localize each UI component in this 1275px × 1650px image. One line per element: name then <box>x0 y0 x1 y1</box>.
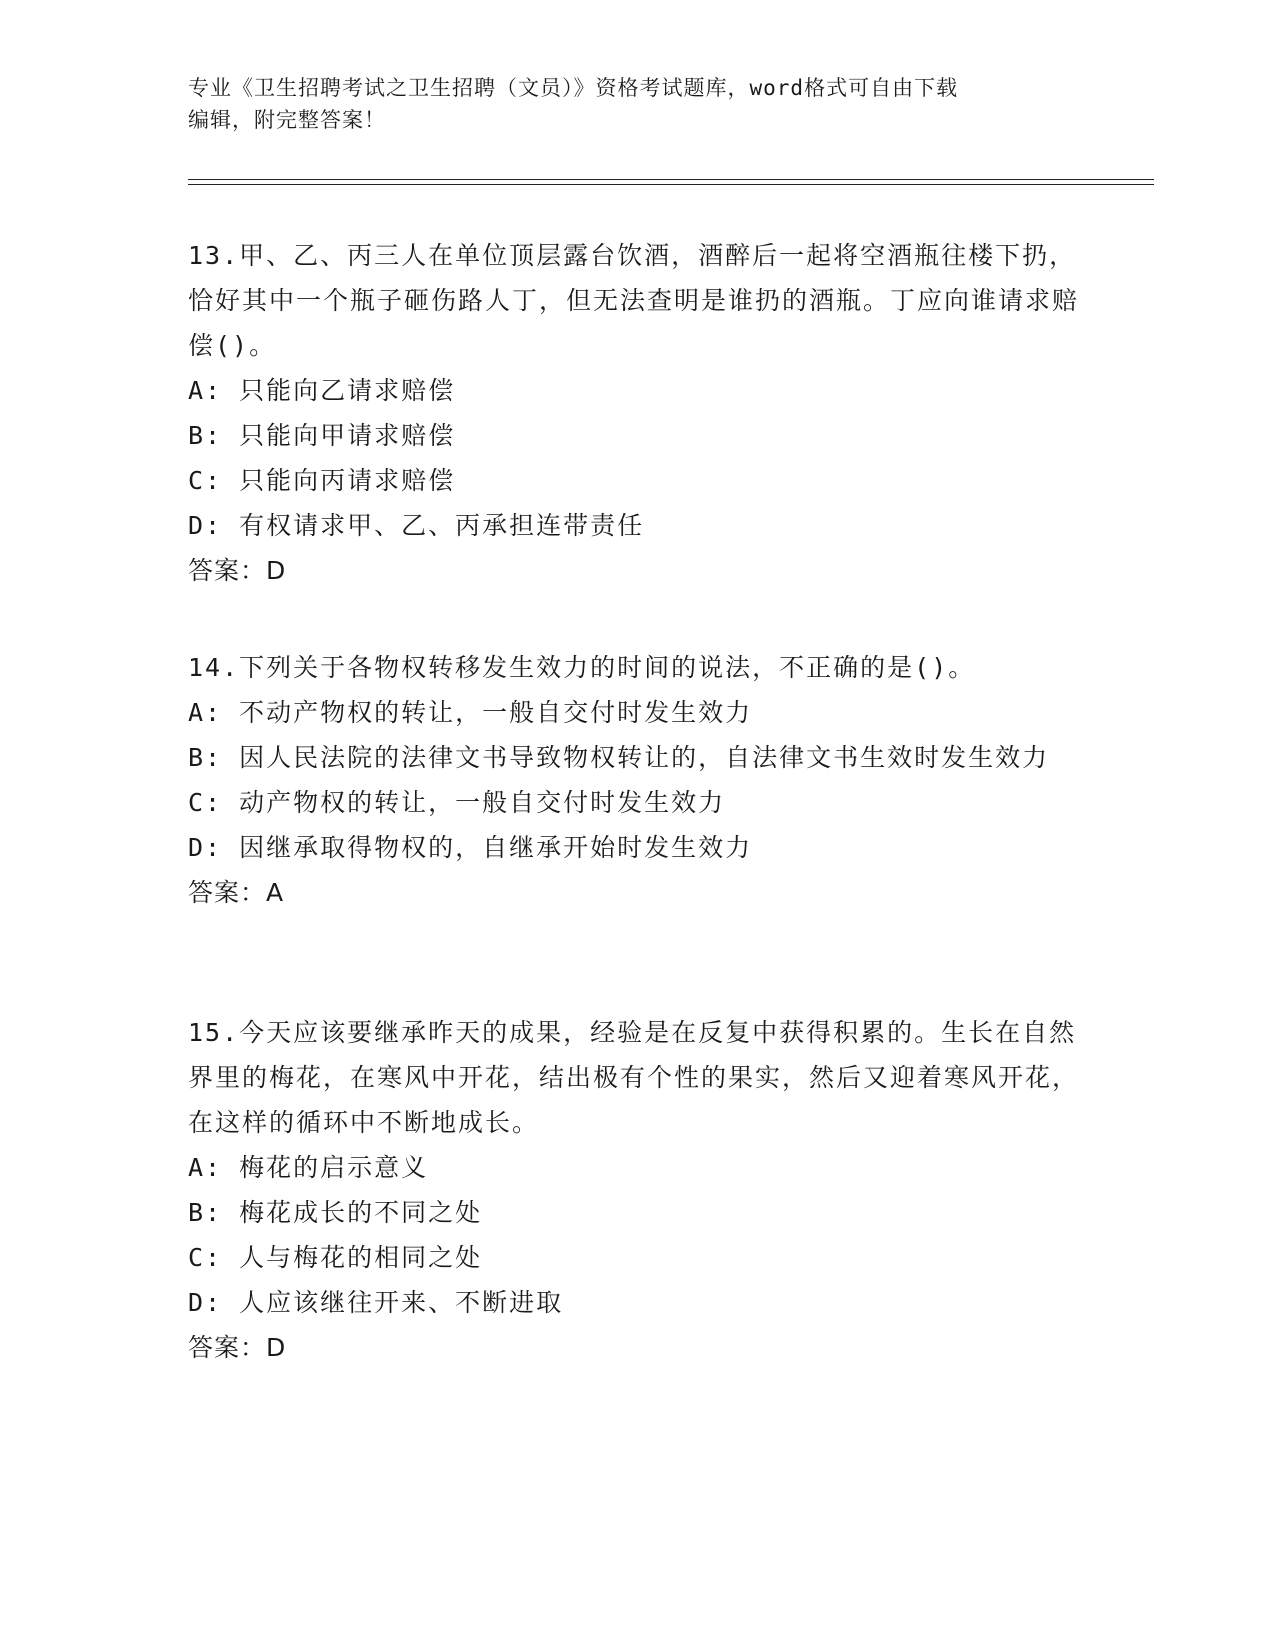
header-divider-bottom <box>188 184 1154 185</box>
option-c: C: 动产物权的转让，一般自交付时发生效力 <box>188 788 726 817</box>
question-15 <box>188 1010 1088 1370</box>
question-13 <box>188 233 1088 593</box>
option-c: C: 只能向丙请求赔偿 <box>188 466 456 495</box>
document-header <box>188 72 1088 136</box>
question-stem: 15.今天应该要继承昨天的成果，经验是在反复中获得积累的。生长在自然界里的梅花，在寒风中开花，结出极有个性的果实，然后又迎着寒风开花，在这样的循环中不断地成长。 <box>188 1018 1080 1137</box>
answer: 答案：D <box>188 1333 287 1362</box>
option-a: A: 只能向乙请求赔偿 <box>188 376 456 405</box>
option-b: B: 只能向甲请求赔偿 <box>188 421 456 450</box>
answer: 答案：A <box>188 878 285 907</box>
option-b: B: 因人民法院的法律文书导致物权转让的，自法律文书生效时发生效力 <box>188 743 1050 772</box>
question-stem: 13.甲、乙、丙三人在单位顶层露台饮酒，酒醉后一起将空酒瓶往楼下扔，恰好其中一个瓶子砸伤路人丁，但无法查明是谁扔的酒瓶。丁应向谁请求赔偿()。 <box>188 241 1080 360</box>
option-a: A: 梅花的启示意义 <box>188 1153 429 1182</box>
option-d: D: 人应该继往开来、不断进取 <box>188 1288 564 1317</box>
header-divider-top <box>188 179 1154 180</box>
answer: 答案：D <box>188 556 287 585</box>
option-d: D: 有权请求甲、乙、丙承担连带责任 <box>188 511 645 540</box>
option-a: A: 不动产物权的转让，一般自交付时发生效力 <box>188 698 753 727</box>
header-line-1: 专业《卫生招聘考试之卫生招聘（文员）》资格考试题库，word格式可自由下载 <box>188 76 959 100</box>
option-c: C: 人与梅花的相同之处 <box>188 1243 483 1272</box>
question-stem: 14.下列关于各物权转移发生效力的时间的说法，不正确的是()。 <box>188 653 976 682</box>
question-14 <box>188 645 1088 915</box>
option-b: B: 梅花成长的不同之处 <box>188 1198 483 1227</box>
header-line-2: 编辑，附完整答案！ <box>188 108 386 132</box>
option-d: D: 因继承取得物权的，自继承开始时发生效力 <box>188 833 753 862</box>
